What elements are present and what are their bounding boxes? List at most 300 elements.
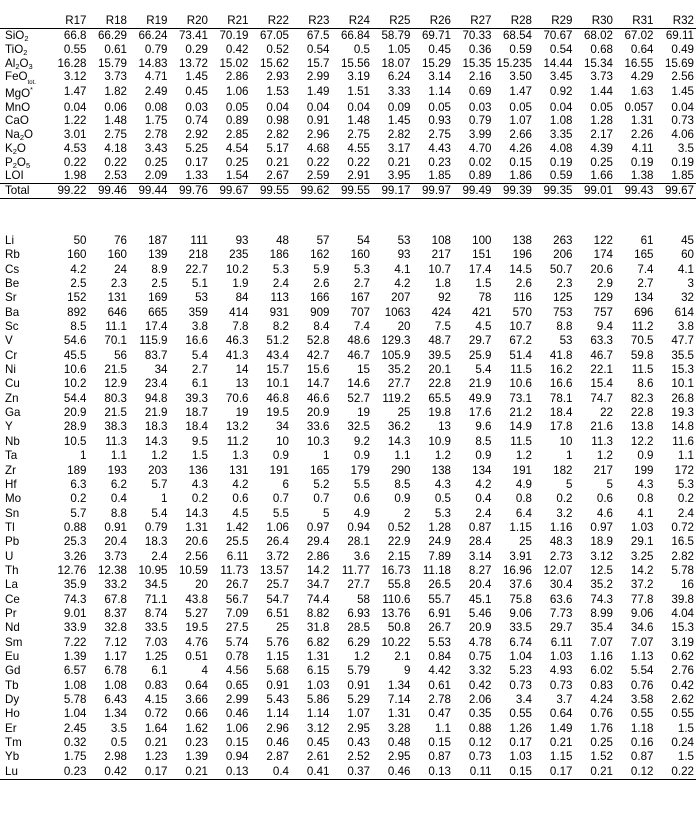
label-text: CaO	[5, 114, 29, 128]
value-cell: 909	[310, 305, 330, 319]
value-cell: 9.4	[596, 320, 613, 334]
value-cell: 2.56	[185, 549, 208, 563]
label-subscript: 2	[15, 61, 20, 71]
value-cell: 8.4	[313, 320, 330, 334]
value-cell: 100	[472, 234, 492, 247]
value-cell: 73.41	[178, 29, 208, 42]
value-cell: 0.46	[266, 736, 289, 750]
value-cell: 3.12	[63, 70, 87, 84]
sample-column-header: R30	[575, 13, 616, 29]
value-cell: 0.19	[630, 155, 654, 169]
value-cell: 50.7	[549, 262, 573, 276]
value-cell: 3.8	[677, 320, 694, 334]
value-cell: 696	[634, 305, 654, 319]
value-cell: 3.6	[353, 549, 370, 563]
value-cell: 55.7	[428, 592, 451, 606]
value-cell: 27.7	[347, 578, 370, 592]
value-cell: 2.4	[272, 277, 289, 291]
value-cell: 0.9	[394, 492, 411, 506]
value-cell: 1.66	[590, 169, 613, 183]
value-cell: 7.8	[232, 320, 249, 334]
value-cell: 0.73	[468, 750, 492, 764]
value-cell: 151	[472, 248, 492, 262]
value-cell: 48.3	[549, 535, 573, 549]
value-cell: 0.03	[185, 100, 208, 114]
element-row	[0, 521, 696, 535]
value-cell: 4.1	[637, 506, 654, 520]
value-cell: 1.48	[347, 114, 370, 128]
value-cell: 21.9	[468, 377, 492, 391]
row-label	[0, 263, 48, 277]
row-label	[0, 435, 48, 449]
value-cell: 0.2	[70, 492, 87, 506]
value-cell: 33.6	[306, 420, 330, 434]
value-cell: 0.05	[428, 100, 451, 114]
value-cell: 3.19	[671, 635, 694, 649]
value-cell: 2.4	[151, 549, 168, 563]
value-cell: 70.6	[225, 391, 249, 405]
element-row	[0, 306, 696, 320]
element-row	[0, 650, 696, 664]
value-cell: 1.22	[63, 114, 87, 128]
value-cell: 0.05	[225, 100, 249, 114]
value-cell: 4.1	[677, 262, 694, 276]
value-cell: 665	[148, 305, 168, 319]
value-cell: 0.62	[671, 649, 694, 663]
label-text: U	[5, 549, 14, 563]
value-cell: 1.47	[509, 85, 532, 99]
value-cell: 52.7	[347, 391, 370, 405]
value-cell: 43.8	[185, 592, 208, 606]
value-cell: 4.42	[428, 664, 451, 678]
header-blank-cell	[0, 13, 48, 29]
value-cell: 0.87	[630, 750, 654, 764]
total-value-cell: 99.39	[494, 184, 535, 199]
value-cell: 5.3	[353, 262, 370, 276]
label-text: Na	[5, 128, 20, 142]
value-cell: 6.57	[63, 664, 87, 678]
value-cell: 3.32	[468, 664, 492, 678]
value-cell: 0.36	[468, 42, 492, 56]
value-cell: 10.2	[225, 262, 249, 276]
value-cell: 0.22	[306, 155, 330, 169]
value-cell: 0.54	[549, 42, 573, 56]
value-cell: 129	[593, 291, 613, 305]
value-cell: 15.7	[266, 363, 289, 377]
element-row	[0, 263, 696, 277]
label-text: Zr	[5, 463, 16, 477]
value-cell: 11.2	[226, 434, 249, 448]
value-cell: 35.9	[63, 578, 87, 592]
value-cell: 0.97	[306, 520, 330, 534]
label-text-2: O	[19, 56, 29, 70]
value-cell: 1.45	[185, 70, 208, 84]
value-cell: 6.43	[104, 693, 127, 706]
row-label	[0, 492, 48, 506]
value-cell: 56.7	[225, 592, 249, 606]
value-cell: 5.3	[434, 506, 451, 520]
label-text: Sm	[5, 635, 23, 649]
value-cell: 0.09	[387, 100, 411, 114]
value-cell: 0.83	[590, 678, 613, 692]
value-cell: 0.5	[434, 492, 451, 506]
value-cell: 21.6	[590, 420, 613, 434]
row-label	[0, 693, 48, 707]
value-cell: 0.87	[468, 520, 492, 534]
value-cell: 39.5	[428, 348, 451, 362]
value-cell: 42.7	[306, 348, 330, 362]
value-cell: 24	[114, 262, 127, 276]
value-cell: 199	[634, 463, 654, 477]
value-cell: 0.46	[225, 707, 249, 721]
value-cell: 1.86	[509, 169, 532, 183]
value-cell: 5.1	[191, 277, 208, 291]
value-cell: 0.23	[185, 736, 208, 750]
value-cell: 41.3	[225, 348, 249, 362]
value-cell: 34.7	[306, 578, 330, 592]
value-cell: 0.55	[63, 42, 87, 56]
value-cell: 45.1	[468, 592, 492, 606]
value-cell: 78	[478, 291, 492, 305]
value-cell: 0.15	[428, 736, 451, 750]
value-cell: 1.39	[63, 649, 87, 663]
value-cell: 4.3	[434, 477, 451, 491]
value-cell: 5.43	[266, 693, 289, 706]
value-cell: 6.1	[191, 377, 208, 391]
value-cell: 0.9	[637, 449, 654, 463]
value-cell: 34.5	[144, 578, 168, 592]
value-cell: 1.8	[434, 277, 451, 291]
value-cell: 49.9	[468, 391, 492, 405]
value-cell: 3	[687, 277, 694, 291]
value-cell: 4.1	[394, 262, 411, 276]
value-cell: 0.25	[590, 155, 613, 169]
value-cell: 8.9	[151, 262, 168, 276]
value-cell: 29.4	[306, 535, 330, 549]
value-cell: 0.42	[671, 678, 694, 692]
value-cell: 4	[201, 664, 208, 678]
value-cell: 0.2	[677, 492, 694, 506]
value-cell: 0.22	[347, 155, 370, 169]
value-cell: 166	[310, 291, 330, 305]
value-cell: 16.96	[502, 563, 532, 577]
value-cell: 3.91	[509, 549, 532, 563]
value-cell: 757	[593, 305, 613, 319]
value-cell: 5.78	[671, 563, 694, 577]
value-cell: 1.17	[104, 649, 127, 663]
value-cell: 3.95	[387, 169, 411, 183]
value-cell: 7.07	[630, 635, 654, 649]
value-cell: 0.16	[630, 736, 654, 750]
value-cell: 11.1	[105, 320, 127, 334]
value-cell: 1.3	[232, 449, 249, 463]
value-cell: 69.71	[421, 29, 451, 42]
sample-column-header: R25	[372, 13, 413, 29]
value-cell: 138	[512, 234, 532, 247]
value-cell: 0.21	[266, 155, 289, 169]
value-cell: 10.7	[509, 320, 532, 334]
value-cell: 218	[188, 248, 208, 262]
value-cell: 115.9	[139, 334, 168, 348]
value-cell: 69.11	[665, 29, 694, 42]
value-cell: 17.4	[144, 320, 168, 334]
value-cell: 2	[404, 506, 411, 520]
label-text: Eu	[5, 649, 20, 663]
major-oxides-table	[0, 13, 696, 199]
total-value-cell: 99.01	[575, 184, 616, 199]
value-cell: 0.12	[615, 765, 656, 780]
value-cell: 6	[282, 477, 289, 491]
value-cell: 15.3	[671, 363, 694, 377]
value-cell: 1.34	[104, 707, 127, 721]
value-cell: 186	[269, 248, 289, 262]
value-cell: 0.94	[225, 750, 249, 764]
value-cell: 0.6	[596, 492, 613, 506]
value-cell: 13.76	[381, 606, 411, 620]
value-cell: 0.02	[468, 155, 492, 169]
element-row	[0, 349, 696, 363]
value-cell: 14.7	[306, 377, 330, 391]
value-cell: 18.07	[381, 56, 411, 70]
value-cell: 27.5	[225, 621, 249, 635]
sample-header-row	[0, 13, 696, 29]
value-cell: 2.52	[347, 750, 370, 764]
value-cell: 14.6	[347, 377, 370, 391]
value-cell: 83.7	[144, 348, 168, 362]
oxide-row	[0, 128, 696, 142]
label-text: Yb	[5, 750, 20, 764]
value-cell: 1.76	[590, 721, 613, 735]
value-cell: 0.04	[63, 100, 87, 114]
value-cell: 1	[323, 449, 330, 463]
label-subscript: 2	[23, 47, 28, 57]
value-cell: 0.24	[671, 736, 694, 750]
value-cell: 162	[310, 248, 330, 262]
value-cell: 1.15	[266, 649, 289, 663]
value-cell: 10.95	[138, 563, 168, 577]
value-cell: 19.5	[185, 621, 208, 635]
sample-column-header: R23	[291, 13, 332, 29]
value-cell: 19.3	[671, 406, 694, 420]
value-cell: 37.2	[630, 578, 654, 592]
value-cell: 67.8	[104, 592, 127, 606]
value-cell: 110.6	[382, 592, 411, 606]
value-cell: 0.25	[590, 736, 613, 750]
value-cell: 5.5	[272, 506, 289, 520]
value-cell: 67.05	[259, 29, 289, 42]
value-cell: 2.82	[266, 128, 289, 142]
value-cell: 2.76	[671, 664, 694, 678]
label-text: TiO	[5, 42, 24, 56]
value-cell: 92	[438, 291, 451, 305]
value-cell: 570	[512, 305, 532, 319]
value-cell: 0.91	[306, 114, 330, 128]
value-cell: 1.31	[306, 649, 330, 663]
value-cell: 5.74	[225, 635, 249, 649]
value-cell: 6.4	[515, 506, 532, 520]
value-cell: 1	[80, 449, 87, 463]
row-label	[0, 377, 48, 391]
value-cell: 15.62	[259, 56, 289, 70]
total-value-cell: 99.55	[332, 184, 373, 199]
value-cell: 1.85	[428, 169, 451, 183]
value-cell: 11.5	[510, 434, 532, 448]
value-cell: 54.4	[63, 391, 87, 405]
value-cell: 22.9	[387, 535, 411, 549]
value-cell: 207	[391, 291, 411, 305]
value-cell: 15.02	[219, 56, 249, 70]
label-text: Pb	[5, 535, 20, 549]
value-cell: 1.07	[509, 114, 532, 128]
row-label	[0, 750, 48, 764]
value-cell: 5.9	[313, 262, 330, 276]
value-cell: 15.235	[496, 56, 532, 70]
value-cell: 0.37	[332, 765, 373, 780]
value-cell: 0.49	[671, 42, 694, 56]
value-cell: 5.76	[266, 635, 289, 649]
value-cell: 74.4	[306, 592, 330, 606]
value-cell: 70.19	[219, 29, 249, 42]
value-cell: 21.5	[104, 363, 127, 377]
element-row	[0, 406, 696, 420]
element-row	[0, 664, 696, 678]
value-cell: 19	[357, 406, 370, 420]
label-text: Pr	[5, 606, 17, 620]
value-cell: 2.86	[306, 549, 330, 563]
value-cell: 15.7	[306, 56, 330, 70]
label-subscript: 2	[19, 133, 24, 143]
value-cell: 48	[276, 234, 289, 247]
sample-column-header: R26	[413, 13, 454, 29]
value-cell: 0.55	[630, 707, 654, 721]
row-label	[0, 679, 48, 693]
value-cell: 0.21	[575, 765, 616, 780]
label-subscript: 2	[12, 146, 17, 156]
value-cell: 8.82	[306, 606, 330, 620]
oxide-row	[0, 43, 696, 57]
value-cell: 11.6	[672, 434, 694, 448]
value-cell: 15.35	[462, 56, 492, 70]
label-text: Th	[5, 563, 19, 577]
value-cell: 1.04	[509, 649, 532, 663]
value-cell: 8.99	[590, 606, 613, 620]
value-cell: 4.29	[630, 70, 654, 84]
value-cell: 131	[229, 463, 249, 477]
value-cell: 7.73	[549, 606, 573, 620]
element-row	[0, 765, 696, 780]
value-cell: 46.3	[225, 334, 249, 348]
value-cell: 52.8	[306, 334, 330, 348]
value-cell: 4.06	[671, 128, 694, 142]
value-cell: 8.74	[144, 606, 168, 620]
value-cell: 1.15	[549, 750, 573, 764]
value-cell: 105.9	[381, 348, 411, 362]
value-cell: 2.7	[191, 363, 208, 377]
value-cell: 5.46	[468, 606, 492, 620]
row-label	[0, 156, 48, 170]
total-value-cell: 99.67	[656, 184, 696, 199]
value-cell: 5.5	[353, 477, 370, 491]
value-cell: 7.14	[387, 693, 411, 706]
value-cell: 4.55	[347, 141, 370, 155]
label-text: Cu	[5, 377, 20, 391]
value-cell: 19.5	[266, 406, 289, 420]
value-cell: 71.1	[144, 592, 168, 606]
row-label	[0, 564, 48, 578]
value-cell: 34	[154, 363, 168, 377]
value-cell: 131	[107, 291, 127, 305]
value-cell: 3.43	[144, 141, 168, 155]
value-cell: 3.99	[468, 128, 492, 142]
element-row	[0, 363, 696, 377]
value-cell: 74.3	[63, 592, 87, 606]
value-cell: 2.1	[394, 649, 411, 663]
value-cell: 53	[195, 291, 208, 305]
value-cell: 2.96	[266, 721, 289, 735]
value-cell: 0.48	[387, 736, 411, 750]
value-cell: 25	[397, 406, 411, 420]
value-cell: 196	[512, 248, 532, 262]
value-cell: 1.5	[677, 750, 694, 764]
value-cell: 0.73	[671, 114, 694, 128]
value-cell: 2.49	[144, 85, 168, 99]
value-cell: 77.8	[630, 592, 654, 606]
value-cell: 1.5	[475, 277, 492, 291]
value-cell: 0.59	[509, 42, 532, 56]
value-cell: 11.3	[591, 434, 613, 448]
label-text: K	[5, 141, 13, 155]
value-cell: 167	[350, 291, 370, 305]
value-cell: 0.64	[630, 42, 654, 56]
total-label: Total	[0, 184, 48, 199]
value-cell: 5.4	[151, 506, 168, 520]
value-cell: 203	[148, 463, 168, 477]
value-cell: 29.7	[549, 621, 573, 635]
value-cell: 1	[161, 492, 168, 506]
value-cell: 136	[188, 463, 208, 477]
value-cell: 1.49	[306, 85, 330, 99]
value-cell: 0.22	[656, 765, 696, 780]
label-text: Mo	[5, 492, 22, 506]
value-cell: 14.44	[543, 56, 573, 70]
value-cell: 263	[553, 234, 573, 247]
label-text: Ho	[5, 707, 20, 721]
value-cell: 37.6	[509, 578, 532, 592]
value-cell: 8.2	[272, 320, 289, 334]
value-cell: 0.8	[637, 492, 654, 506]
value-cell: 53	[397, 234, 411, 247]
value-cell: 2.66	[509, 128, 532, 142]
element-row	[0, 636, 696, 650]
sample-column-header: R31	[615, 13, 656, 29]
value-cell: 22	[600, 406, 613, 420]
value-cell: 2.6	[515, 277, 532, 291]
value-cell: 931	[269, 305, 289, 319]
value-cell: 8.5	[70, 320, 87, 334]
value-cell: 41.8	[549, 348, 573, 362]
value-cell: 1.45	[387, 114, 411, 128]
value-cell: 0.43	[347, 736, 370, 750]
value-cell: 0.21	[144, 736, 168, 750]
value-cell: 0.72	[671, 520, 694, 534]
label-subscript: tot.	[27, 80, 36, 87]
element-row	[0, 550, 696, 564]
value-cell: 27.7	[387, 377, 411, 391]
value-cell: 20.4	[104, 535, 127, 549]
value-cell: 0.45	[185, 85, 208, 99]
value-cell: 10	[559, 434, 573, 448]
label-text: Sr	[5, 291, 17, 305]
